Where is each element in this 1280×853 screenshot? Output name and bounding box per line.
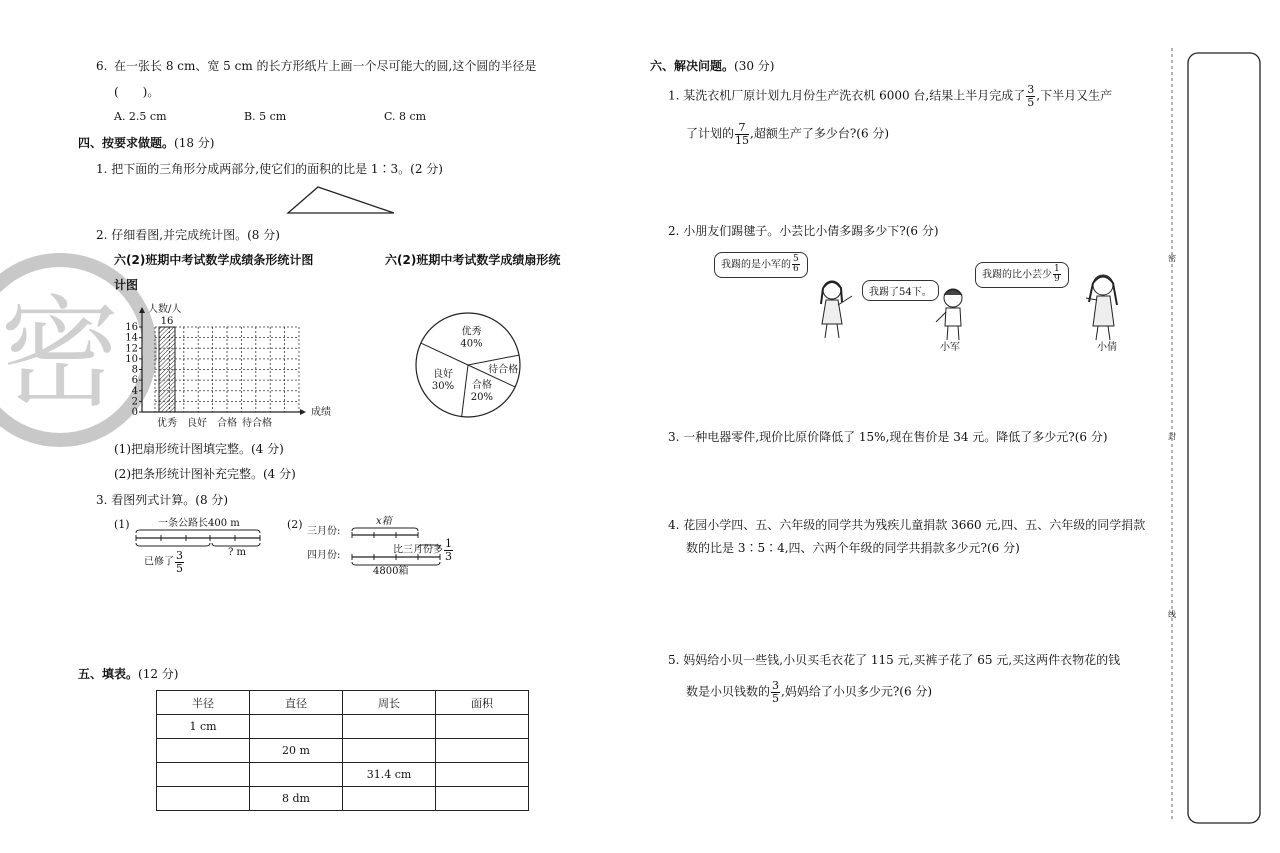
fraction-numerator: 1: [445, 537, 452, 550]
y-tick-label: 4: [131, 385, 138, 397]
table-cell-input[interactable]: [343, 739, 436, 763]
q6-option-a: A. 2.5 cm: [114, 110, 167, 123]
table-cell-input[interactable]: [157, 763, 250, 787]
table-cell: 20 m: [250, 739, 343, 763]
sec6-q1-line2: [686, 122, 889, 146]
fraction-numerator: 1: [1054, 264, 1060, 274]
pie-slice-name: 良好: [432, 368, 453, 380]
x-tick-label: 良好: [187, 418, 207, 429]
fraction-numerator: 7: [735, 122, 749, 135]
seal-line: [0, 0, 1, 1]
sec4-q2: 2. 仔细看图,并完成统计图。(8 分): [96, 228, 280, 242]
q1-fraction-2: [735, 122, 749, 146]
sec5-title: [78, 667, 178, 681]
table-cell-input[interactable]: [436, 739, 529, 763]
fraction-numerator: 3: [1027, 83, 1035, 96]
bar-chart-title-cont: 计图: [114, 278, 139, 292]
sec4-title: [78, 136, 214, 150]
fraction-denominator: 5: [772, 691, 780, 705]
diagram2-more-text: 比三月份多: [393, 544, 443, 556]
stamp-char: 密: [0, 285, 120, 424]
sec4-sub1: (1)把扇形统计图填完整。(4 分): [114, 442, 284, 456]
diagram2-total: 4800箱: [373, 566, 409, 577]
sec6-score: (30 分): [734, 59, 775, 73]
q6-option-c: C. 8 cm: [384, 110, 427, 123]
sec6-q1-line1: [668, 84, 1112, 108]
diagram1-fraction: [175, 550, 184, 574]
sec4-sub2: (2)把条形统计图补充完整。(4 分): [114, 467, 296, 481]
y-tick-label: 12: [125, 343, 138, 355]
sec5-score: (12 分): [138, 667, 179, 681]
diagram1-done: [144, 550, 185, 574]
table-cell-input[interactable]: [343, 787, 436, 811]
table-cell-input[interactable]: [250, 715, 343, 739]
sec6-title: [650, 59, 774, 73]
q1-fraction-1: [1026, 84, 1035, 108]
diagram1-top: 一条公路长400 m: [158, 518, 240, 529]
table-header-row: [157, 691, 529, 715]
y-tick-label: 10: [125, 353, 138, 365]
x-tick-label: 优秀: [157, 418, 177, 429]
speech-bubble-xiaoqian: [975, 262, 1069, 288]
y-tick-label: 6: [131, 375, 138, 387]
sec6-q5-line1: 5. 妈妈给小贝一些钱,小贝买毛衣花了 115 元,买裤子花了 65 元,买这两件衣物花的钱: [668, 653, 1121, 667]
sec6-q4-line2: 数的比是 3∶5∶4,四、六两个年级的同学共捐款多少元?(6 分): [686, 541, 1020, 555]
table-cell-input[interactable]: [157, 787, 250, 811]
diagram2-more: [393, 538, 454, 562]
diagram2-march: 三月份:: [307, 526, 341, 537]
name-xiaoqian: 小倩: [1097, 342, 1117, 353]
y-axis-label: 人数/人: [148, 304, 182, 315]
table-cell-input[interactable]: [436, 715, 529, 739]
sec6-q3: 3. 一种电器零件,现价比原价降低了 15%,现在售价是 34 元。降低了多少元?(6 分): [668, 430, 1108, 444]
fraction-numerator: 3: [176, 549, 183, 562]
q1-text-a: 1. 某洗衣机厂原计划九月份生产洗衣机 6000 台,结果上半月完成了: [668, 88, 1026, 103]
q5-text-c: ,妈妈给了小贝多少元?(6 分): [781, 684, 933, 699]
bar: [159, 327, 175, 412]
sec6-q4-line1: 4. 花园小学四、五、六年级的同学共为残疾儿童捐款 3660 元,四、五、六年级的同学捐款: [668, 518, 1146, 532]
table-cell-input[interactable]: [436, 787, 529, 811]
table-header: 面积: [436, 691, 529, 715]
q1-text-d: ,超额生产了多少台?(6 分): [750, 126, 890, 141]
fraction-denominator: 5: [1027, 95, 1035, 109]
table-cell-input[interactable]: [343, 715, 436, 739]
table-row: [157, 739, 529, 763]
y-tick-label: 14: [125, 332, 138, 344]
y-tick-label: 0: [131, 407, 138, 418]
diagram2-label: (2): [287, 518, 303, 531]
pie-slice-label: 30%: [431, 380, 455, 392]
margin-char-xian: 线: [1168, 610, 1176, 619]
table-cell: 1 cm: [157, 715, 250, 739]
q5-fraction: [771, 680, 780, 704]
girl-xiaoqian-figure: [1086, 275, 1117, 340]
diagram1-question: ? m: [228, 547, 247, 558]
boy-xiaojun-figure: [936, 289, 962, 340]
girl-xiaoyun-figure: [821, 281, 852, 338]
y-tick-label: 2: [131, 396, 138, 408]
sec6-q5-line2: [686, 680, 932, 704]
table-header: 直径: [250, 691, 343, 715]
fraction-denominator: 6: [793, 264, 799, 275]
pie-slice-label: 20%: [470, 392, 493, 404]
table-header: 半径: [157, 691, 250, 715]
q6-text: 在一张长 8 cm、宽 5 cm 的长方形纸片上画一个尽可能大的圆,这个圆的半径是: [114, 59, 537, 73]
pie-slice-label: 40%: [460, 338, 483, 350]
fraction-denominator: 9: [1054, 274, 1060, 285]
bar-data-label: 16: [160, 316, 174, 327]
q6-blank: ( )。: [114, 85, 160, 99]
table-cell: 8 dm: [250, 787, 343, 811]
fraction-numerator: 3: [772, 679, 780, 692]
sec5-heading: 五、填表。: [78, 667, 139, 681]
table-row: [157, 763, 529, 787]
fraction-numerator: 5: [793, 254, 799, 264]
bubble1-fraction: [792, 255, 800, 275]
x-tick-label: 合格: [217, 418, 237, 429]
circle-table: [156, 690, 529, 811]
diagram2-x: x箱: [376, 516, 392, 527]
q5-text-b: 数是小贝钱数的: [686, 684, 771, 699]
sec4-heading: 四、按要求做题。: [78, 136, 175, 150]
pie-chart-title: 六(2)班期中考试数学成绩扇形统: [385, 253, 561, 267]
table-row: [157, 715, 529, 739]
table-header: 周长: [343, 691, 436, 715]
q1-text-b: ,下半月又生产: [1036, 88, 1113, 103]
pie-slice-name: 待合格: [488, 364, 519, 376]
sec4-q1: 1. 把下面的三角形分成两部分,使它们的面积的比是 1∶3。(2 分): [96, 162, 443, 176]
table-row: [157, 787, 529, 811]
table-cell-input[interactable]: [157, 739, 250, 763]
pie-slice-name: 合格: [471, 380, 492, 392]
table-cell-input[interactable]: [436, 763, 529, 787]
speech-bubble-xiaojun: 我踢了54下。: [862, 280, 939, 301]
bubble3-fraction: [1053, 265, 1061, 285]
margin-char-mi: 密: [1168, 254, 1176, 263]
q6-number: 6.: [96, 59, 108, 73]
speech-bubble-xiaoyun: [714, 252, 808, 278]
x-tick-label: 待合格: [242, 418, 272, 429]
x-axis-label: 成绩: [311, 407, 331, 418]
y-tick-label: 16: [125, 322, 138, 333]
fraction-denominator: 15: [735, 133, 750, 147]
diagram2-fraction: [444, 538, 453, 562]
fraction-denominator: 5: [176, 561, 183, 575]
table-cell-input[interactable]: [250, 763, 343, 787]
margin-char-feng: 封: [1168, 432, 1176, 441]
x-axis-arrow: [300, 409, 306, 415]
bar-chart-title: 六(2)班期中考试数学成绩条形统计图: [114, 253, 314, 267]
diagram1-done-text: 已修了: [144, 556, 174, 568]
pie-slice-name: 优秀: [461, 326, 482, 338]
bubble1-text: 我踢的是小军的: [721, 259, 791, 271]
sec4-q3: 3. 看图列式计算。(8 分): [96, 493, 229, 507]
sec6-heading: 六、解决问题。: [650, 59, 735, 73]
y-tick-label: 8: [131, 364, 138, 376]
diagram1-label: (1): [114, 518, 130, 531]
diagram2-april: 四月份:: [307, 550, 341, 561]
bubble3-text: 我踢的比小芸少: [982, 269, 1052, 281]
q6-option-b: B. 5 cm: [244, 110, 287, 123]
q1-text-c: 了计划的: [686, 126, 735, 141]
table-cell: 31.4 cm: [343, 763, 436, 787]
sec4-score: (18 分): [174, 136, 215, 150]
fraction-denominator: 3: [445, 549, 452, 563]
sec6-q2: 2. 小朋友们踢毽子。小芸比小倩多踢多少下?(6 分): [668, 224, 939, 238]
name-xiaojun: 小军: [940, 342, 960, 353]
